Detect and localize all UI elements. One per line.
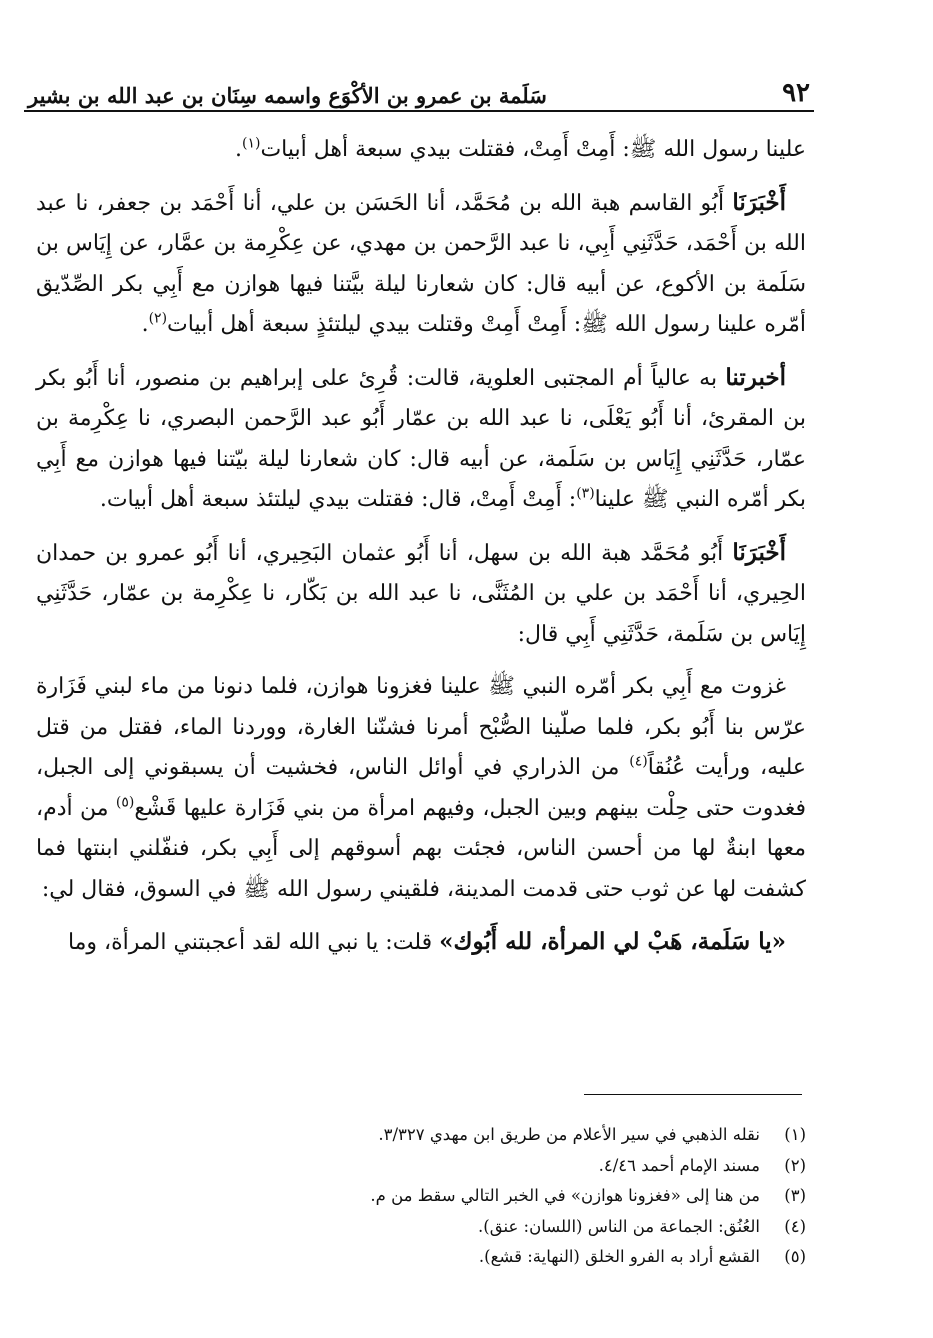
- footnote-text: من هنا إلى «فغزونا هوازن» في الخبر التالي سقط من م.: [370, 1186, 760, 1205]
- paragraph-2: [36, 183, 806, 346]
- footnote-rule: [584, 1094, 802, 1095]
- footnote-text: القشع أراد به الفرو الخلق (النهاية: قشع).: [478, 1247, 760, 1266]
- footnote-number: (٥): [784, 1247, 806, 1266]
- paragraph-tail: .: [234, 137, 242, 162]
- paragraph-lead: أخبرتنا: [725, 363, 786, 391]
- paragraph-text: به عالياً أم المجتبى العلوية، قالت: قُرِئ على إبراهيم بن منصور، أنا أَبُو بكر بن المقرئ، أنا أَبُو يَعْلَى، نا عبد الله بن عمّار أَبُو عبد الرَّحمن البصري، نا عِكْرِمة بن عمّار، حَدَّثَنِي إِيَاس بن سَلَمة، عن أبيه قال: كان شعارنا ليلة بيّتنا فيها هوازن مع أَبِي بكر أمّره النبي ﷺ علينا: [36, 365, 806, 512]
- main-text: [36, 130, 806, 976]
- footnote: [36, 1151, 806, 1182]
- paragraph-text: أَبُو مُحَمَّد هبة الله بن سهل، أنا أَبُو عثمان البَحِيري، أنا أَبُو عمرو بن حمدان الحِيري، أنا أَحْمَد بن علي بن المُثَنَّى، نا عبد الله بن بَكّار، نا عِكْرِمة بن عمّار، حَدَّثَنِي إِيَاس بن سَلَمة، حَدَّثَنِي أَبِي قال:: [36, 540, 806, 647]
- footnote: [36, 1120, 806, 1151]
- paragraph-4: [36, 533, 806, 656]
- footnote-number: (٤): [784, 1216, 806, 1236]
- footnote-number: (٣): [784, 1186, 806, 1205]
- paragraph-lead: أَخْبَرَنَا: [732, 538, 786, 566]
- paragraph-tail: .: [141, 312, 149, 337]
- footnote-ref-5: (٥): [115, 794, 135, 811]
- paragraph-text: علينا رسول الله ﷺ: أَمِتْ أَمِتْ، فقتلت بيدي سبعة أهل أبيات: [260, 137, 806, 162]
- footnote-text: مسند الإمام أحمد ٤/٤٦.: [598, 1155, 760, 1175]
- footnote-number: (٢): [784, 1155, 806, 1175]
- running-title: سَلَمة بن عمرو بن الأكْوَع واسمه سِنَان بن عبد الله بن بشير: [28, 83, 547, 108]
- footnote-number: (١): [784, 1125, 806, 1144]
- paragraph-text: قلت: يا نبي الله لقد أعجبتني المرأة، وما: [67, 930, 433, 955]
- header-rule: [24, 110, 814, 112]
- paragraph-text: غزوت مع أَبِي بكر أمّره النبي ﷺ علينا فغزونا هوازن، فلما دنونا من ماء لبني فَزَارة عرّس بنا أَبُو بكر، فلما صلّينا الصُّبْح أمرنا فشنّنا الغارة، ووردنا الماء، فقتل من قتل عليه، ورأيت عُنُقاً: [36, 674, 806, 780]
- paragraph-tail: : أَمِتْ أَمِتْ، قال: فقتلت بيدي ليلتئذ سبعة أهل أبيات.: [99, 487, 577, 512]
- paragraph-3: [36, 358, 806, 521]
- paragraph-tail: من الذراري في أوائل الناس، فخشيت أن يسبقوني إلى الجبل، فغدوت حتى حِلْت بينهم وبين الجبل، وفيهم امرأة من بني فَزَارة عليها قَشْع: [36, 755, 806, 821]
- page-number: ٩٢: [782, 78, 810, 108]
- footnote-text: نقله الذهبي في سير الأعلام من طريق ابن مهدي ٣/٣٢٧.: [378, 1125, 760, 1144]
- page-header: [28, 62, 810, 108]
- footnote-ref-4: (٤): [629, 753, 648, 770]
- footnote-ref-2: (٢): [148, 310, 168, 327]
- paragraph-5: [36, 667, 806, 910]
- footnote: [36, 1212, 806, 1243]
- footnote-text: العُنُق: الجماعة من الناس (اللسان: عنق).: [478, 1216, 760, 1236]
- paragraph-lead: أَخْبَرَنَا: [732, 188, 786, 216]
- paragraph-6: [36, 922, 806, 964]
- footnotes: [36, 1120, 806, 1273]
- footnote-ref-3: (٣): [576, 485, 595, 502]
- footnote: [36, 1242, 806, 1273]
- footnote-ref-1: (١): [241, 135, 261, 152]
- prophet-quote: «يا سَلَمة، هَبْ لي المرأة، لله أَبُوك»: [439, 928, 786, 955]
- paragraph-tail: من أدم، معها ابنةٌ لها من أحسن الناس، فجئت بهم أسوقهم إلى أَبِي بكر، فنفّلني ابنتها فما كشفت لها عن ثوب حتى قدمت المدينة، فلقيني رسول الله ﷺ في السوق، فقال لي:: [36, 795, 806, 902]
- footnote: [36, 1181, 806, 1212]
- paragraph-text: أَبُو القاسم هبة الله بن مُحَمَّد، أنا الحَسَن بن علي، أنا أَحْمَد بن جعفر، نا عبد الله بن أَحْمَد، حَدَّثَنِي أَبِي، نا عبد الرَّحمن بن مهدي، عن عِكْرِمة بن عمَّار، عن إِيَاس بن سَلَمة بن الأكوع، عن أبيه قال: كان شعارنا ليلة بيَّتنا فيها هوازن مع أَبِي بكر الصِّدّيق أمّره علينا رسول الله ﷺ: أَمِتْ أَمِتْ وقتلت بيدي ليلتئذٍ سبعة أهل أبيات: [36, 190, 806, 337]
- paragraph-1: [36, 130, 806, 171]
